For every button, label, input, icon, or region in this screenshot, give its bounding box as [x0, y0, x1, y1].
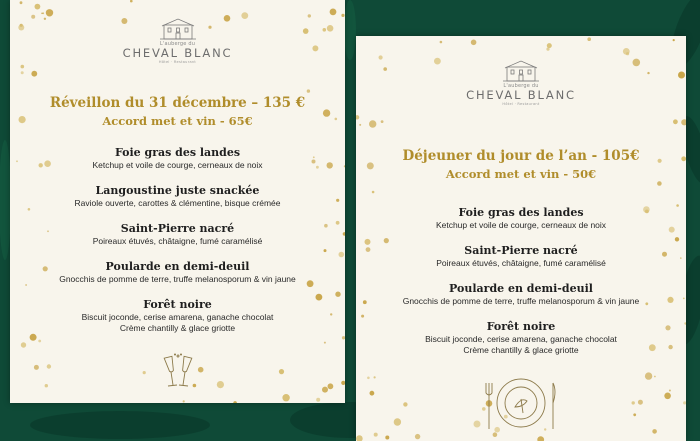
plate-setting-icon	[485, 373, 557, 433]
course-name: Poularde en demi-deuil	[105, 260, 250, 273]
confetti-dot	[21, 65, 25, 69]
logo-prefix: L'auberge du	[159, 41, 196, 47]
confetti-dot	[279, 369, 284, 374]
confetti-dot	[471, 40, 477, 46]
confetti-dot	[361, 315, 364, 318]
course-item	[356, 320, 686, 356]
confetti-dot	[35, 4, 41, 10]
confetti-dot	[654, 376, 656, 378]
confetti-dot	[42, 12, 44, 14]
confetti-dot	[356, 435, 363, 441]
confetti-dot	[316, 398, 320, 402]
confetti-dot	[217, 381, 224, 388]
confetti-dot	[546, 48, 549, 51]
confetti-dot	[20, 1, 23, 4]
course-name: Poularde en demi-deuil	[449, 282, 593, 295]
confetti-dot	[645, 372, 652, 379]
confetti-dot	[384, 238, 389, 243]
confetti-dot	[394, 418, 401, 425]
course-description-line-2: Crème chantilly & glace griotte	[463, 345, 579, 355]
course-description: Raviole ouverte, carottes & clémentine, bisque crémée	[74, 198, 281, 208]
confetti-dot	[183, 400, 185, 402]
confetti-dot	[370, 391, 375, 396]
confetti-dot	[669, 390, 671, 392]
course-description: Poireaux étuvés, châtaigne, fumé caramélisé	[92, 236, 263, 246]
confetti-dot	[356, 115, 359, 119]
course-description: Ketchup et voile de courge, cerneaux de noix	[92, 160, 263, 170]
menu-title: Réveillon du 31 décembre – 135 €	[49, 95, 306, 111]
confetti-dot	[30, 334, 37, 341]
confetti-dot	[657, 181, 662, 186]
house-logo-icon	[503, 60, 539, 82]
confetti-dot	[130, 0, 133, 2]
confetti-dot	[330, 9, 337, 16]
confetti-dot	[374, 433, 378, 437]
confetti-dot	[638, 400, 643, 405]
course-item	[10, 184, 345, 209]
confetti-dot	[324, 342, 326, 344]
course-description: Ketchup et voile de courge, cerneaux de noix	[435, 220, 607, 230]
course-item	[356, 244, 686, 269]
course-description: Biscuit joconde, cerise amarena, ganache chocolat	[425, 334, 617, 344]
menu-wine-pairing: Accord met et vin - 65€	[102, 114, 253, 128]
course-description-line-2: Crème chantilly & glace griotte	[119, 323, 236, 333]
logo-name: CHEVAL BLANC	[466, 88, 576, 102]
menu-wine-pairing: Accord met et vin - 50€	[445, 167, 597, 181]
course-item	[10, 298, 345, 334]
confetti-dot	[403, 402, 407, 406]
confetti-dot	[21, 71, 24, 74]
confetti-dot	[537, 436, 544, 441]
confetti-dot	[632, 401, 635, 404]
confetti-dot	[385, 436, 389, 440]
confetti-dot	[372, 191, 375, 194]
confetti-dot	[664, 393, 671, 400]
confetti-dot	[673, 39, 675, 41]
confetti-dot	[415, 434, 420, 439]
confetti-dot	[328, 383, 334, 389]
logo-subtitle: Hôtel · Restaurant	[502, 102, 540, 106]
confetti-dot	[474, 421, 481, 428]
confetti-dot	[623, 48, 630, 55]
confetti-dot	[143, 371, 146, 374]
confetti-dot	[282, 394, 289, 401]
confetti-dot	[381, 120, 384, 123]
course-name: Foie gras des landes	[458, 206, 584, 219]
confetti-dot	[681, 119, 686, 125]
confetti-dot	[440, 41, 443, 44]
course-item	[10, 222, 345, 247]
confetti-dot	[493, 432, 498, 437]
course-name: Langoustine juste snackée	[95, 184, 260, 197]
course-description: Gnocchis de pomme de terre, truffe melanosporum & vin jaune	[402, 296, 640, 306]
confetti-dot	[31, 71, 37, 77]
confetti-dot	[335, 292, 340, 297]
confetti-dot	[34, 365, 39, 370]
course-item	[356, 282, 686, 307]
confetti-dot	[547, 43, 552, 48]
confetti-dot	[38, 340, 41, 343]
house-logo-icon	[160, 18, 196, 40]
logo	[356, 60, 686, 106]
menu-card-reveillon	[10, 0, 345, 403]
logo-prefix: L'auberge du	[503, 83, 539, 89]
confetti-dot	[626, 52, 629, 55]
confetti-dot	[47, 364, 51, 368]
confetti-dot	[46, 9, 53, 16]
confetti-dot	[21, 342, 26, 347]
confetti-dot	[41, 13, 43, 15]
confetti-dot	[341, 14, 344, 17]
confetti-dot	[675, 237, 679, 241]
confetti-dot	[633, 413, 636, 416]
champagne-glasses-icon	[158, 353, 198, 391]
confetti-dot	[339, 252, 345, 258]
course-description: Poireaux étuvés, châtaigne, fumé caramélisé	[436, 258, 606, 268]
confetti-dot	[374, 376, 376, 378]
course-item	[356, 206, 686, 231]
menu-card-jour-de-lan	[356, 36, 686, 441]
confetti-dot	[379, 55, 383, 59]
course-name: Saint-Pierre nacré	[464, 244, 578, 257]
course-item	[10, 260, 345, 285]
logo-name: CHEVAL BLANC	[122, 46, 233, 60]
course-name: Forêt noire	[486, 320, 556, 333]
course-name: Forêt noire	[143, 298, 212, 311]
menu-title: Déjeuner du jour de l’an - 105€	[402, 148, 640, 164]
confetti-dot	[324, 249, 327, 252]
confetti-dot	[652, 429, 657, 434]
confetti-dot	[673, 119, 678, 124]
confetti-dot	[45, 384, 48, 387]
confetti-dot	[322, 387, 328, 393]
course-name: Saint-Pierre nacré	[120, 222, 235, 235]
course-description: Gnocchis de pomme de terre, truffe melanosporum & vin jaune	[59, 274, 296, 284]
confetti-dot	[307, 89, 310, 92]
logo-subtitle: Hôtel · Restaurant	[158, 60, 197, 64]
confetti-dot	[342, 336, 345, 339]
confetti-dot	[233, 401, 237, 403]
confetti-dot	[369, 120, 376, 127]
confetti-dot	[341, 381, 345, 385]
logo	[10, 18, 345, 64]
course-name: Foie gras des landes	[114, 146, 241, 159]
course-description: Biscuit joconde, cerise amarena, ganache chocolat	[81, 312, 274, 322]
confetti-dot	[683, 401, 686, 404]
course-item	[10, 146, 345, 171]
confetti-dot	[587, 37, 591, 41]
confetti-dot	[359, 124, 361, 126]
confetti-dot	[198, 367, 204, 373]
confetti-dot	[367, 377, 370, 380]
